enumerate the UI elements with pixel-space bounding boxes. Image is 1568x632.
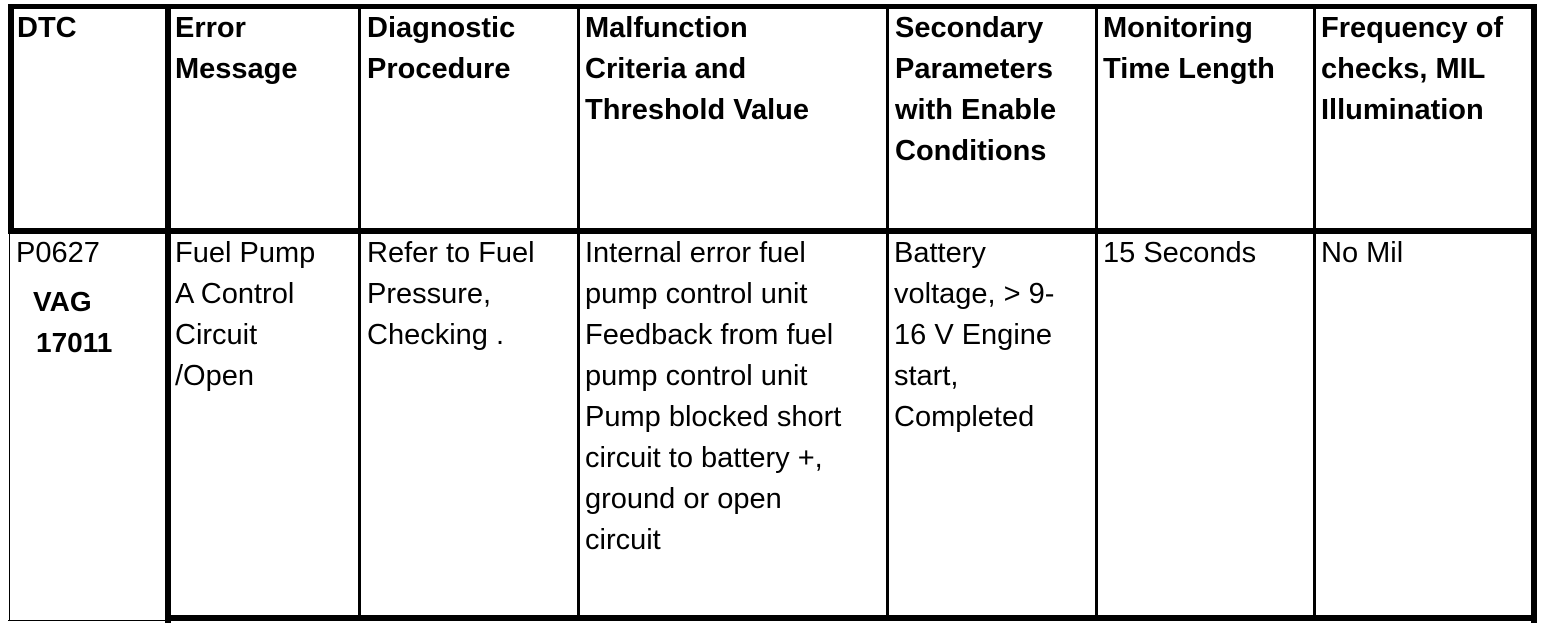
dtc-cell-left-rule	[9, 234, 10, 620]
header-diagnostic-procedure: Diagnostic Procedure	[367, 12, 516, 85]
column-divider	[886, 4, 889, 619]
secondary-parameters-cell: Battery voltage, > 9- 16 V Engine start, Completed	[894, 237, 1055, 433]
frequency-mil-cell: No Mil	[1321, 237, 1404, 269]
header-dtc: DTC	[17, 12, 77, 44]
table-border-bottom	[166, 615, 1537, 621]
error-message-cell: Fuel Pump A Control Circuit /Open	[175, 237, 316, 392]
column-divider	[1313, 4, 1316, 619]
vag-label: VAG	[33, 286, 92, 317]
table-border-left-header	[8, 4, 14, 232]
header-monitoring-time: Monitoring Time Length	[1103, 12, 1275, 85]
column-divider	[165, 4, 171, 623]
vag-code: 17011	[36, 327, 113, 358]
header-malfunction-criteria: Malfunction Criteria and Threshold Value	[585, 12, 809, 126]
malfunction-criteria-cell: Internal error fuel pump control unit Feedback from fuel pump control unit Pump blocked short circuit to battery +, ground or open circuit	[585, 237, 842, 556]
header-error-message: Error Message	[175, 12, 298, 85]
column-divider	[577, 4, 580, 619]
monitoring-time-cell: 15 Seconds	[1103, 237, 1257, 269]
table-border-right	[1531, 4, 1537, 623]
diagnostic-procedure-cell: Refer to Fuel Pressure, Checking .	[367, 237, 535, 351]
header-frequency-mil: Frequency of checks, MIL Illumination	[1321, 12, 1504, 126]
dtc-cell-bottom-rule	[8, 620, 166, 621]
column-divider	[1095, 4, 1098, 619]
header-secondary-parameters: Secondary Parameters with Enable Conditions	[895, 12, 1057, 167]
column-divider	[358, 4, 361, 619]
dtc-code: P0627	[16, 237, 100, 269]
